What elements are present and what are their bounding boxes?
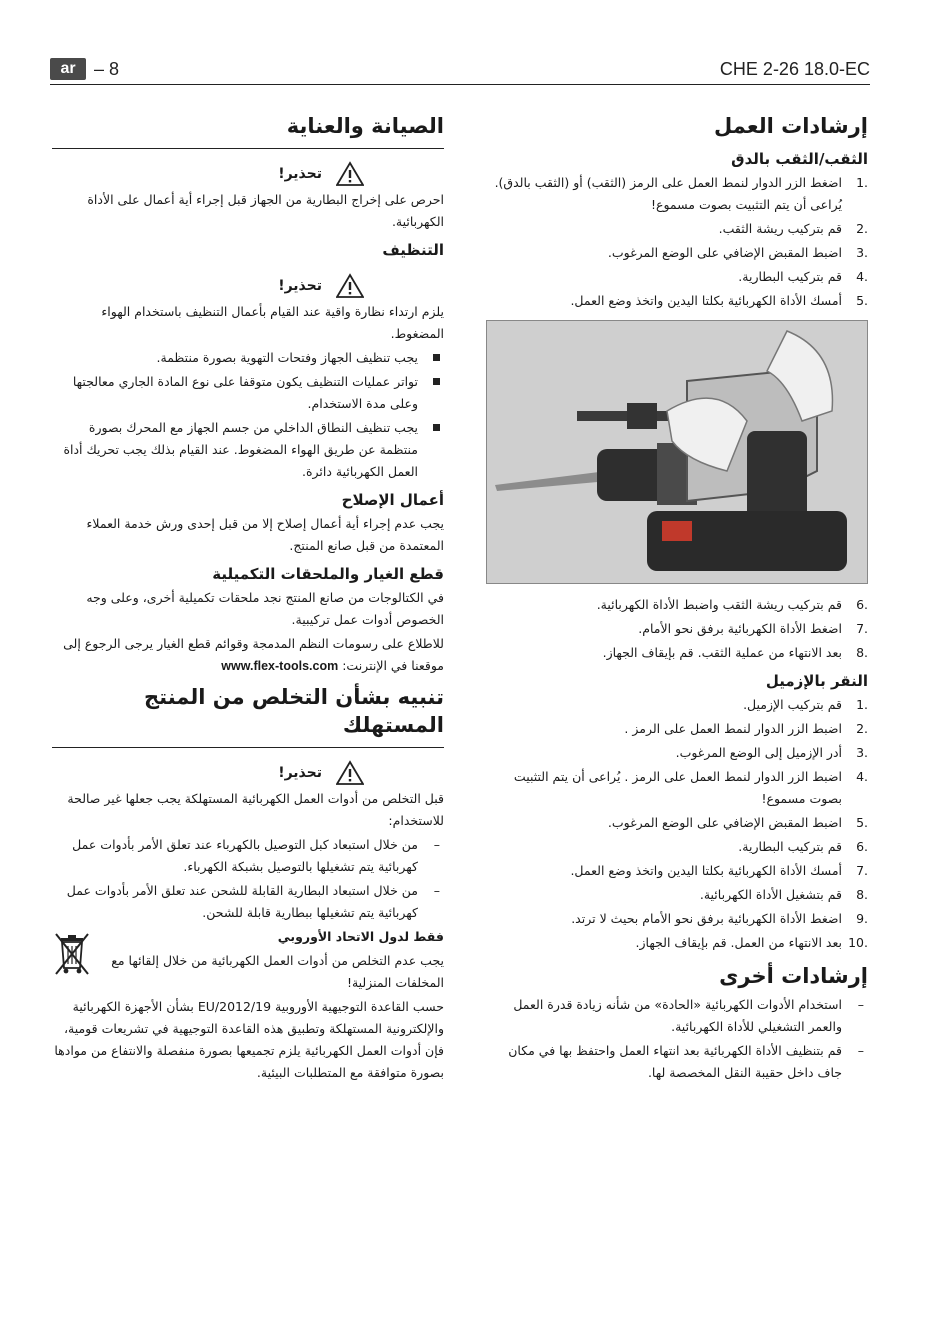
list-item: – من خلال استبعاد البطارية القابلة للشحن عند تعلق الأمر بأدوات عمل كهربائية يتم تشغيلها ببطارية قابلة للشحن. — [52, 880, 444, 924]
step-number: 2. — [856, 721, 868, 736]
step-number: 10. — [848, 935, 868, 950]
parts-text: في الكتالوجات من صانع المنتج نجد ملحقات تكميلية أخرى، وعلى وجه الخصوص أدوات عمل تركيبية. — [86, 590, 444, 627]
language-badge: ar — [50, 58, 86, 80]
cleaning-title: التنظيف — [382, 241, 444, 259]
eu-title: فقط لدول الاتحاد الأوروبي — [277, 929, 444, 944]
step-text: قم بتشغيل الأداة الكهربائية. — [699, 887, 842, 902]
step-number: 6. — [856, 839, 868, 854]
step-text: اضغط الزر الدوار لنمط العمل على الرمز (الثقب) أو (الثقب بالدق). يُراعى أن يتم التثبيت بصوت مسموع! — [494, 175, 842, 212]
weee-block — [52, 926, 444, 996]
cleaning-text: يلزم ارتداء نظارة واقية عند القيام بأعمال التنظيف باستخدام الهواء المضغوط. — [101, 304, 444, 341]
step-text: اضبط الزر الدوار لنمط العمل على الرمز . يُراعى أن يتم التثبيت بصوت مسموع! — [513, 769, 842, 806]
list-item — [488, 742, 868, 764]
list-item — [488, 694, 868, 716]
weee-text-block — [100, 926, 444, 996]
list-item: – من خلال استبعاد كبل التوصيل بالكهرباء عند تعلق الأمر بأدوات عمل كهربائية يتم تشغيلها بالتوصيل بشبكة الكهرباء. — [52, 834, 444, 878]
step-number: 9. — [856, 911, 868, 926]
step-number: 8. — [856, 645, 868, 660]
drilling-steps — [488, 172, 868, 312]
list-item — [488, 932, 868, 954]
repair-text: يجب عدم إجراء أية أعمال إصلاح إلا من قبل إحدى ورش خدمة العملاء المعتمدة من قبل صانع المنتج. — [86, 516, 444, 553]
step-number: 2. — [856, 221, 868, 236]
instructions-column — [488, 112, 868, 1086]
page-number: – 8 — [94, 59, 120, 79]
step-text: بعد الانتهاء من عملية الثقب. قم بإيقاف الجهاز. — [602, 645, 842, 660]
list-item — [488, 766, 868, 810]
step-text: قم بتركيب البطارية. — [738, 269, 842, 284]
step-number: 4. — [856, 269, 868, 284]
list-item — [488, 594, 868, 616]
warning-triangle-icon — [336, 161, 364, 187]
list-item — [488, 718, 868, 740]
list-item — [488, 290, 868, 312]
step-text: اضغط الأداة الكهربائية برفق نحو الأمام بحيث لا ترتد. — [571, 911, 842, 926]
step-text: قم بتركيب الإزميل. — [743, 697, 842, 712]
list-item — [488, 812, 868, 834]
cleaning-list — [52, 347, 444, 483]
step-text: اضغط الأداة الكهربائية برفق نحو الأمام. — [638, 621, 842, 636]
list-item — [488, 908, 868, 930]
step-number: 8. — [856, 887, 868, 902]
drill-usage-photo — [486, 320, 868, 584]
maintenance-text: احرص على إخراج البطارية من الجهاز قبل إجراء أية أعمال على الأداة الكهربائية. — [87, 192, 444, 229]
step-number: 4. — [856, 769, 868, 784]
step-text: أمسك الأداة الكهربائية بكلتا اليدين واتخذ وضع العمل. — [570, 863, 842, 878]
list-item: – قم بتنظيف الأداة الكهربائية بعد انتهاء العمل واحتفظ بها في مكان جاف داخل حقيبة النقل المخصصة لها. — [488, 1040, 868, 1084]
step-number: 6. — [856, 597, 868, 612]
step-text: اضبط الزر الدوار لنمط العمل على الرمز . — [624, 721, 842, 736]
eu-text: يجب عدم التخلص من أدوات العمل الكهربائية من خلال إلقائها مع المخلفات المنزلية! — [111, 953, 444, 990]
step-number: 5. — [856, 293, 868, 308]
disposal-list — [52, 834, 444, 924]
repair-title: أعمال الإصلاح — [341, 491, 444, 509]
step-text: قم بتركيب ريشة الثقب واضبط الأداة الكهربائية. — [596, 597, 842, 612]
other-notes-title: إرشادات أخرى — [719, 964, 868, 988]
disposal-text: قبل التخلص من أدوات العمل الكهربائية المستهلكة يجب جعلها غير صالحة للاستخدام: — [67, 791, 444, 828]
step-text: قم بتركيب البطارية. — [738, 839, 842, 854]
maintenance-title: الصيانة والعناية — [52, 112, 444, 149]
step-text: أمسك الأداة الكهربائية بكلتا اليدين واتخذ وضع العمل. — [570, 293, 842, 308]
list-item: تواتر عمليات التنظيف يكون متوقفا على نوع المادة الجاري معالجتها وعلى مدة الاستخدام. — [52, 371, 444, 415]
parts-text-2 — [52, 633, 444, 677]
chiseling-title: النقر بالإزميل — [765, 672, 868, 690]
step-text: بعد الانتهاء من العمل. قم بإيقاف الجهاز. — [635, 935, 842, 950]
list-item — [488, 836, 868, 858]
page-header — [50, 58, 870, 86]
step-number: 7. — [856, 621, 868, 636]
list-item — [488, 860, 868, 882]
warning-label: تحذير! — [278, 278, 322, 294]
step-number: 7. — [856, 863, 868, 878]
warning-1 — [52, 161, 444, 187]
step-number: 1. — [856, 697, 868, 712]
warning-2 — [52, 273, 444, 299]
step-number: 5. — [856, 815, 868, 830]
step-number: 3. — [856, 245, 868, 260]
instructions-title: إرشادات العمل — [714, 114, 868, 138]
drilling-steps-continued — [488, 594, 868, 664]
step-text: اضبط المقبض الإضافي على الوضع المرغوب. — [607, 245, 842, 260]
list-item — [488, 242, 868, 264]
step-text: اضبط المقبض الإضافي على الوضع المرغوب. — [607, 815, 842, 830]
step-text: قم بتركيب ريشة الثقب. — [718, 221, 842, 236]
step-number: 1. — [856, 175, 868, 190]
list-item: يجب تنظيف الجهاز وفتحات التهوية بصورة منتظمة. — [52, 347, 444, 369]
eu-directive-text: حسب القاعدة التوجيهية الأوروبية 2012/19/EU بشأن الأجهزة الكهربائية والإلكترونية المستهلكة وتطبيق هذه القاعدة التوجيهية في تشريعات قومية، فإن أدوات العمل الكهربائية يلزم تجميعها بصورة منفصلة والانتفاع من موادها بصورة متوافقة مع المتطلبات البيئية. — [54, 999, 444, 1080]
crossed-bin-icon — [52, 930, 92, 978]
warning-triangle-icon — [336, 760, 364, 786]
list-item — [488, 218, 868, 240]
list-item: يجب تنظيف النطاق الداخلي من جسم الجهاز مع المحرك بصورة منتظمة عن طريق الهواء المضغوط. عند القيام بذلك يجب تحريك أداة العمل الكهربائية دائرة. — [52, 417, 444, 483]
website-link[interactable]: www.flex-tools.com — [221, 659, 339, 673]
list-item — [488, 266, 868, 288]
list-item: – استخدام الأدوات الكهربائية «الحادة» من شأنه زيادة قدرة العمل والعمر التشغيلي للأداة الكهربائية. — [488, 994, 868, 1038]
header-rule — [50, 84, 870, 85]
disposal-title: تنبيه بشأن التخلص من المنتج المستهلك — [52, 683, 444, 748]
warning-3 — [52, 760, 444, 786]
warning-label: تحذير! — [278, 765, 322, 781]
hammer-drill-illustration — [487, 321, 867, 583]
list-item — [488, 884, 868, 906]
parts-link-intro: للاطلاع على رسومات النظم المدمجة وقوائم قطع الغيار يرجى الرجوع إلى موقعنا في الإنترنت: — [63, 636, 444, 673]
list-item — [488, 618, 868, 640]
chiseling-steps — [488, 694, 868, 954]
step-number: 3. — [856, 745, 868, 760]
warning-label: تحذير! — [278, 166, 322, 182]
maintenance-column — [52, 112, 444, 1086]
list-item — [488, 172, 868, 216]
other-notes-list — [488, 994, 868, 1084]
parts-title: قطع الغيار والملحقات التكميلية — [212, 565, 444, 583]
model-name: CHE 2-26 18.0-EC — [719, 59, 870, 79]
drilling-title: الثقب/الثقب بالدق — [731, 150, 868, 168]
step-text: أدر الإزميل إلى الوضع المرغوب. — [675, 745, 842, 760]
list-item — [488, 642, 868, 664]
warning-triangle-icon — [336, 273, 364, 299]
